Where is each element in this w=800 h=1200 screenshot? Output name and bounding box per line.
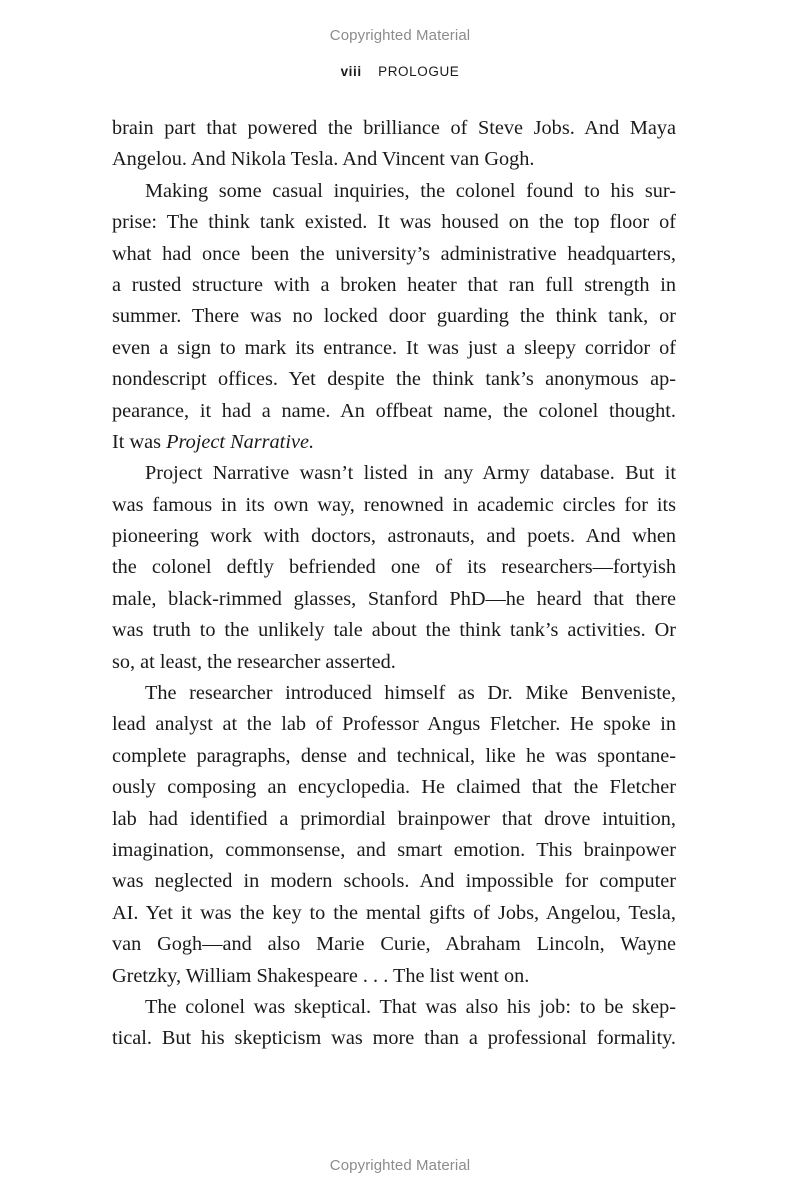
text-line: Making some casual inquiries, the colonel found to his sur- bbox=[145, 179, 676, 202]
text-line: pioneering work with doctors, astronauts, and poets. And when bbox=[112, 525, 676, 548]
text-line: Project Narrative wasn’t listed in any Army database. But it bbox=[145, 462, 676, 485]
text-line bbox=[112, 427, 676, 458]
copyright-watermark-top: Copyrighted Material bbox=[329, 27, 471, 44]
text-line: summer. There was no locked door guarding the think tank, or bbox=[112, 305, 676, 328]
body-text bbox=[112, 113, 676, 1055]
running-head bbox=[0, 64, 800, 79]
text-line: tical. But his skepticism was more than a professional formality. bbox=[112, 1027, 676, 1050]
text-line: lab had identified a primordial brainpower that drove intuition, bbox=[112, 807, 676, 830]
text-line: so, at least, the researcher asserted. bbox=[112, 650, 396, 673]
text-line: Angelou. And Nikola Tesla. And Vincent van Gogh. bbox=[112, 148, 535, 171]
text-line: male, black-rimmed glasses, Stanford PhD—he heard that there bbox=[112, 587, 676, 610]
text-line: The colonel was skeptical. That was also his job: to be skep- bbox=[145, 995, 676, 1018]
text-line: even a sign to mark its entrance. It was just a sleepy corridor of bbox=[112, 336, 676, 359]
paragraph bbox=[112, 458, 676, 678]
text-line: what had once been the university’s administrative headquarters, bbox=[112, 242, 676, 265]
text-fragment: It was bbox=[112, 430, 167, 453]
text-line: was truth to the unlikely tale about the think tank’s activities. Or bbox=[112, 619, 676, 642]
text-line: nondescript offices. Yet despite the think tank’s anonymous ap- bbox=[112, 368, 676, 391]
paragraph bbox=[112, 992, 676, 1055]
section-title: PROLOGUE bbox=[378, 64, 460, 79]
paragraph bbox=[112, 113, 676, 176]
paragraph bbox=[112, 678, 676, 992]
text-line: was famous in its own way, renowned in academic circles for its bbox=[112, 493, 676, 516]
text-line: AI. Yet it was the key to the mental gifts of Jobs, Angelou, Tesla, bbox=[112, 901, 676, 924]
page-number: viii bbox=[340, 64, 362, 79]
text-line: imagination, commonsense, and smart emotion. This brainpower bbox=[112, 838, 676, 861]
text-line: The researcher introduced himself as Dr. Mike Benveniste, bbox=[145, 682, 676, 705]
text-line: brain part that powered the brilliance of Steve Jobs. And Maya bbox=[112, 117, 676, 139]
text-line: lead analyst at the lab of Professor Angus Fletcher. He spoke in bbox=[112, 713, 676, 736]
text-line: prise: The think tank existed. It was housed on the top floor of bbox=[112, 211, 676, 234]
text-line: ously composing an encyclopedia. He claimed that the Fletcher bbox=[112, 776, 676, 799]
text-line: the colonel deftly befriended one of its researchers—fortyish bbox=[112, 556, 676, 579]
text-line: pearance, it had a name. An offbeat name, the colonel thought. bbox=[112, 399, 676, 422]
text-line: Gretzky, William Shakespeare . . . The list went on. bbox=[112, 964, 530, 987]
text-line: complete paragraphs, dense and technical, like he was spontane- bbox=[112, 744, 676, 767]
text-line: van Gogh—and also Marie Curie, Abraham Lincoln, Wayne bbox=[112, 933, 676, 956]
paragraph bbox=[112, 176, 676, 459]
text-line: was neglected in modern schools. And impossible for computer bbox=[112, 870, 676, 893]
project-name-italic: Project Narrative. bbox=[166, 430, 315, 453]
copyright-watermark-bottom: Copyrighted Material bbox=[329, 1157, 471, 1174]
text-line: a rusted structure with a broken heater that ran full strength in bbox=[112, 273, 676, 296]
